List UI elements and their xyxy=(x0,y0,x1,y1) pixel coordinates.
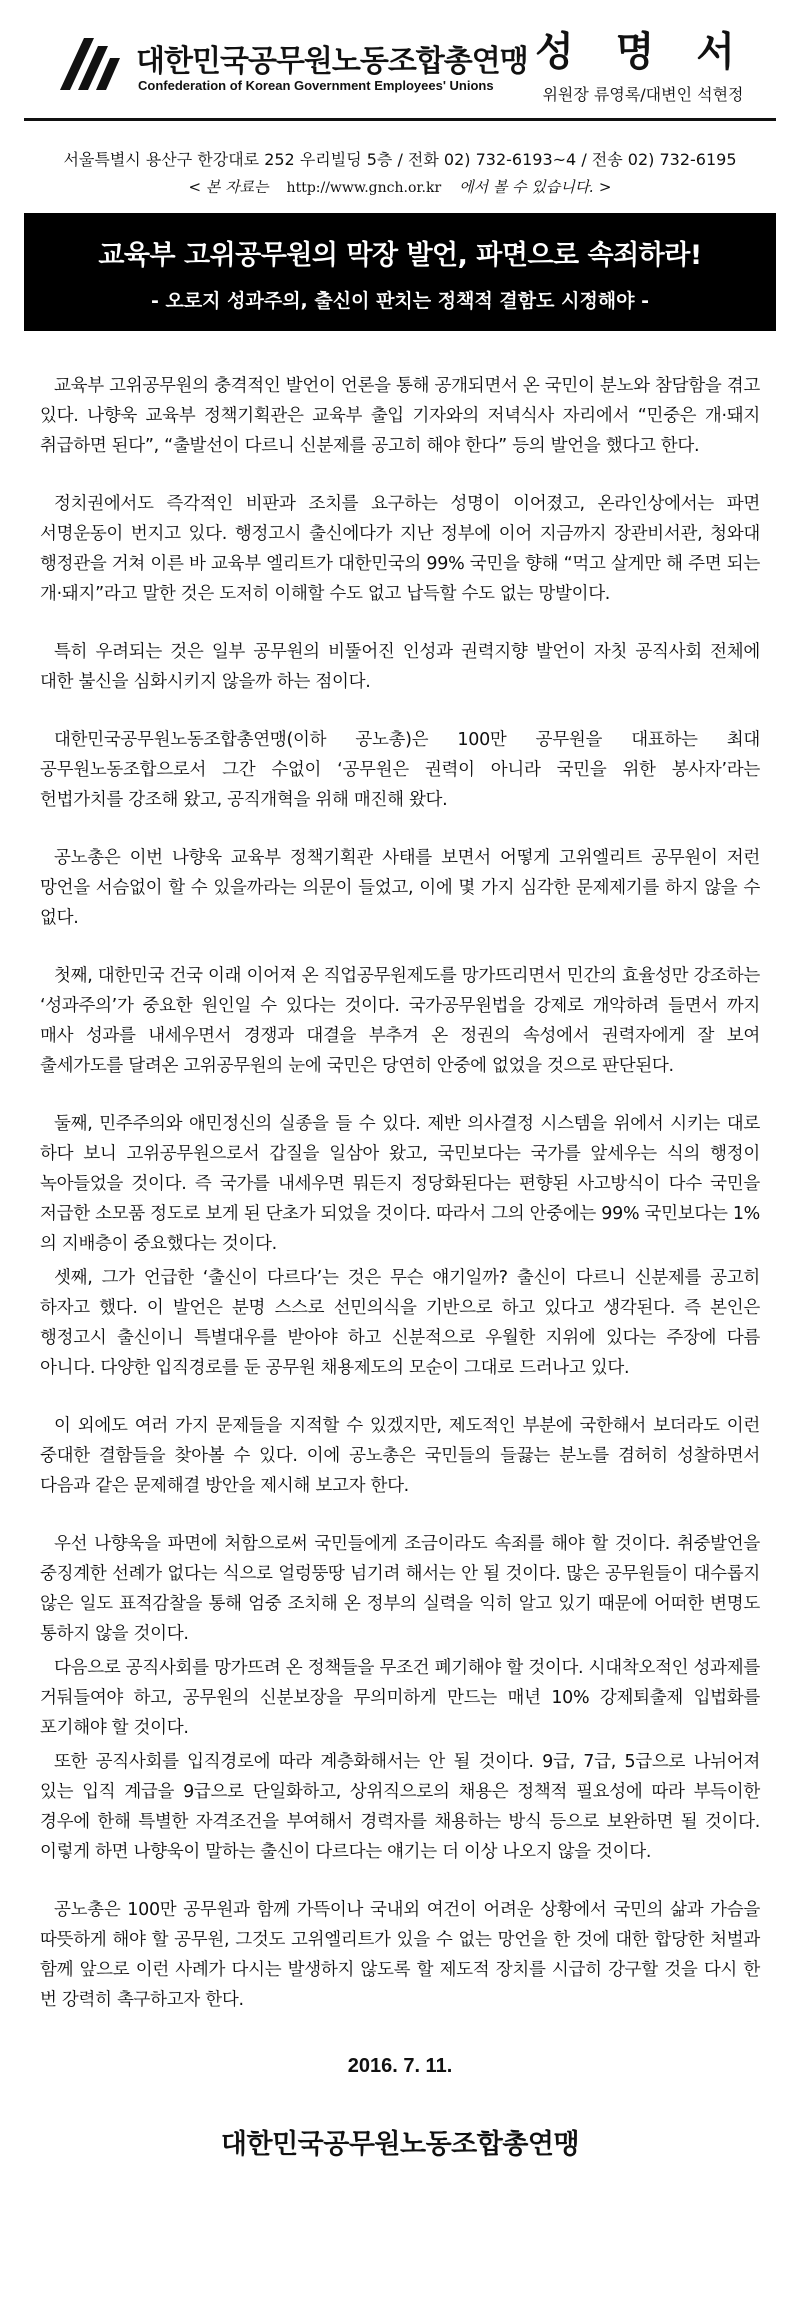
paragraph: 공노총은 100만 공무원과 함께 가뜩이나 국내외 여건이 어려운 상황에서 국민의 삶과 가슴을 따뜻하게 해야 할 공무원, 그것도 고위엘리트가 있을 수 없는 망언을 한 것에 대한 합당한 처벌과 함께 앞으로 이런 사례가 다시는 발생하지 않도록 할 제도적 장치를 시급히 강구할 것을 다시 한 번 강력히 촉구하고자 한다. xyxy=(40,1900,760,2010)
contact-address: 서울특별시 용산구 한강대로 252 우리빌딩 5층 / 전화 02) 732-6193~4 / 전송 02) 732-6195 xyxy=(63,150,737,169)
paragraph: 공노총은 이번 나향욱 교육부 정책기획관 사태를 보면서 어떻게 고위엘리트 공무원이 저런 망언을 서슴없이 할 수 있을까라는 의문이 들었고, 이에 몇 가지 심각한 문제제기를 하지 않을 수 없다. xyxy=(40,848,760,928)
statement-body xyxy=(24,371,776,2015)
paragraph: 첫째, 대한민국 건국 이래 이어져 온 직업공무원제도를 망가뜨리면서 민간의 효율성만 강조하는 ‘성과주의’가 중요한 원인일 수 있다는 것이다. 국가공무원법을 강제로 개악하려 들면서 까지 매사 성과를 내세우면서 경쟁과 대결을 부추겨 온 정권의 속성에서 권력자에게 잘 보여 출세가도를 달려온 고위공무원의 눈에 국민은 당연히 안중에 없었을 것으로 판단된다. xyxy=(40,966,760,1076)
union-logo-icon xyxy=(54,28,126,100)
headline-banner xyxy=(24,213,776,331)
letterhead xyxy=(24,0,776,121)
paragraph: 대한민국공무원노동조합총연맹(이하 공노총)은 100만 공무원을 대표하는 최대 공무원노동조합으로서 그간 수없이 ‘공무원은 권력이 아니라 국민을 위한 봉사자’라는 헌법가치를 강조해 왔고, 공직개혁을 위해 매진해 왔다. xyxy=(40,730,760,810)
org-name-english: Confederation of Korean Government Employees' Unions xyxy=(138,78,494,93)
paragraph: 둘째, 민주주의와 애민정신의 실종을 들 수 있다. 제반 의사결정 시스템을 위에서 시키는 대로 하다 보니 고위공무원으로서 갑질을 일삼아 왔고, 국민보다는 국가를 앞세우는 식의 행정이 녹아들었을 것이다. 즉 국가를 내세우면 뭐든지 정당화된다는 편향된 사고방식이 다수 국민을 저급한 소모품 정도로 보게 된 단초가 되었을 것이다. 따라서 그의 안중에는 99% 국민보다는 1%의 지배층이 중요했다는 것이다. xyxy=(40,1114,761,1254)
website-notice xyxy=(24,176,776,197)
signers: 위원장 류영록/대변인 석현정 xyxy=(542,85,744,104)
paragraph: 정치권에서도 즉각적인 비판과 조치를 요구하는 성명이 이어졌고, 온라인상에서는 파면 서명운동이 번지고 있다. 행정고시 출신에다가 지난 정부에 이어 지금까지 장관비서관, 청와대 행정관을 거쳐 이른 바 교육부 엘리트가 대한민국의 99% 국민을 향해 “먹고 살게만 해 주면 되는 개·돼지”라고 말한 것은 도저히 이해할 수도 없고 납득할 수도 없는 망발이다. xyxy=(40,494,760,604)
website-link[interactable]: http://www.gnch.or.kr xyxy=(286,180,442,196)
website-prefix: < 본 자료는 xyxy=(188,178,269,196)
paragraph: 또한 공직사회를 입직경로에 따라 계층화해서는 안 될 것이다. 9급, 7급, 5급으로 나뉘어져 있는 입직 계급을 9급으로 단일화하고, 상위직으로의 채용은 정책적 필요성에 따라 부득이한 경우에 한해 특별한 자격조건을 부여해서 경력자를 채용하는 방식 등으로 보완하면 될 것이다. 이렇게 하면 나향욱이 말하는 출신이 다르다는 얘기는 더 이상 나오지 않을 것이다. xyxy=(40,1752,760,1862)
website-suffix: 에서 볼 수 있습니다. > xyxy=(459,178,612,196)
paragraph: 셋째, 그가 언급한 ‘출신이 다르다’는 것은 무슨 얘기일까? 출신이 다르니 신분제를 공고히 하자고 했다. 이 발언은 분명 스스로 선민의식을 기반으로 하고 있다고 생각된다. 즉 본인은 행정고시 출신이니 특별대우를 받아야 하고 신분적으로 우월한 지위에 있다는 주장에 다름 아니다. 다양한 입직경로를 둔 공무원 채용제도의 모순이 그대로 드러나고 있다. xyxy=(40,1268,760,1378)
footer-org-name: 대한민국공무원노동조합총연맹 xyxy=(220,2129,580,2160)
headline-title: 교육부 고위공무원의 막장 발언, 파면으로 속죄하라! xyxy=(98,240,702,271)
paragraph: 교육부 고위공무원의 충격적인 발언이 언론을 통해 공개되면서 온 국민이 분노와 참담함을 겪고 있다. 나향욱 교육부 정책기획관은 교육부 출입 기자와의 저녁식사 자리에서 “민중은 개·돼지 취급하면 된다”, “출발선이 다르니 신분제를 공고히 해야 한다” 등의 발언을 했다고 한다. xyxy=(40,376,760,456)
paragraph: 다음으로 공직사회를 망가뜨려 온 정책들을 무조건 폐기해야 할 것이다. 시대착오적인 성과제를 거둬들여야 하고, 공무원의 신분보장을 무의미하게 만드는 매년 10% 강제퇴출제 입법화를 포기해야 할 것이다. xyxy=(40,1658,760,1738)
statement-date: 2016. 7. 11. xyxy=(347,2055,453,2077)
paragraph: 우선 나향욱을 파면에 처함으로써 국민들에게 조금이라도 속죄를 해야 할 것이다. 취중발언을 중징계한 선례가 없다는 식으로 얼렁뚱땅 넘기려 해서는 안 될 것이다. 많은 공무원들이 대수롭지 않은 일도 표적감찰을 통해 엄중 조치해 온 정부의 실력을 익히 알고 있기 때문에 어떠한 변명도 통하지 않을 것이다. xyxy=(40,1534,760,1644)
document-title: 성 명 서 xyxy=(535,29,749,75)
org-name-korean: 대한민국공무원노동조합총연맹 xyxy=(136,44,528,79)
headline-subtitle: - 오로지 성과주의, 출신이 판치는 정책적 결함도 시정해야 - xyxy=(150,290,650,312)
paragraph: 이 외에도 여러 가지 문제들을 지적할 수 있겠지만, 제도적인 부분에 국한해서 보더라도 이런 중대한 결함들을 찾아볼 수 있다. 이에 공노총은 국민들의 들끓는 분노를 겸허히 성찰하면서 다음과 같은 문제해결 방안을 제시해 보고자 한다. xyxy=(40,1416,760,1496)
paragraph: 특히 우려되는 것은 일부 공무원의 비뚤어진 인성과 권력지향 발언이 자칫 공직사회 전체에 대한 불신을 심화시키지 않을까 하는 점이다. xyxy=(40,642,760,692)
